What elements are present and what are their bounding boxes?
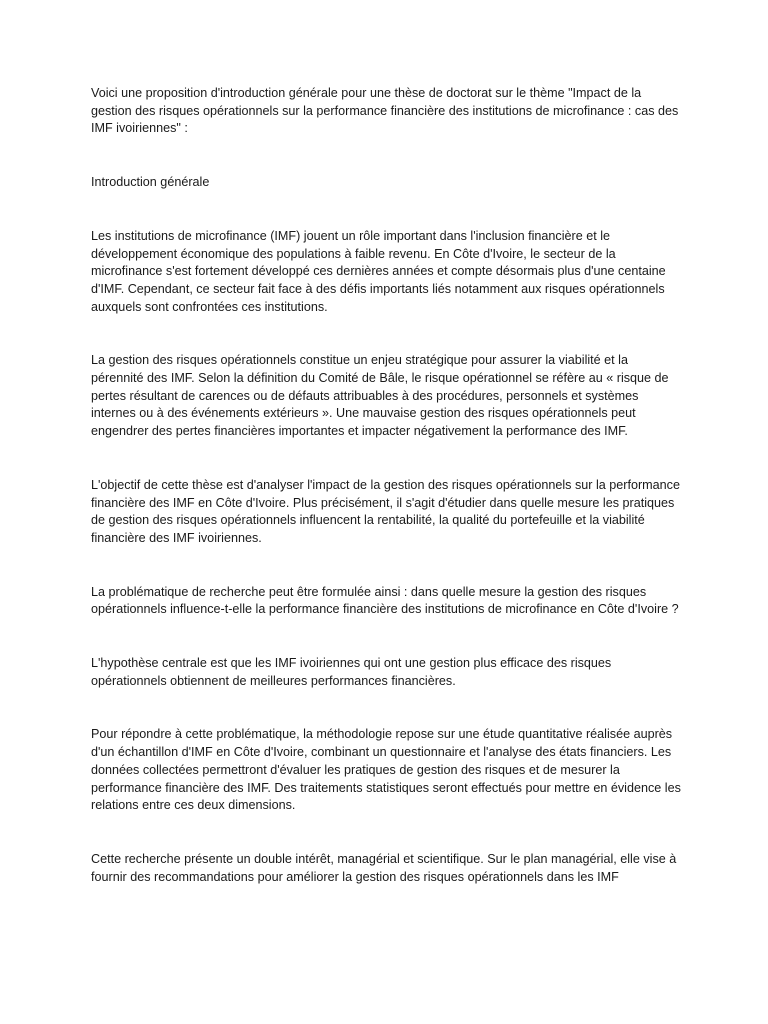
paragraph-problem-statement: La problématique de recherche peut être formulée ainsi : dans quelle mesure la gestion des risques opérationnels influence-t-elle la performance financière des institutions de microfinance en Côte d'Ivoire ? [91,584,679,617]
paragraph-context: Les institutions de microfinance (IMF) jouent un rôle important dans l'inclusion financière et le développement économique des populations à faible revenu. En Côte d'Ivoire, le secteur de la microfinance s'est fortement développé ces dernières années et compte désormais plus d'une centaine d'IMF. Cependant, ce secteur fait face à des défis importants liés notamment aux risques opérationnels auxquels sont confrontées ces institutions. [91,228,666,314]
paragraph-interest: Cette recherche présente un double intérêt, managérial et scientifique. Sur le plan managérial, elle vise à fournir des recommandations pour améliorer la gestion des risques opérationnels dans les IMF [91,851,677,884]
intro-line: Voici une proposition d'introduction générale pour une thèse de doctorat sur le thème "Impact de la gestion des risques opérationnels sur la performance financière des institutions de microfinance : cas des IMF ivoiriennes" : [91,86,679,136]
paragraph-risk-management: La gestion des risques opérationnels constitue un enjeu stratégique pour assurer la viabilité et la pérennité des IMF. Selon la définition du Comité de Bâle, le risque opérationnel se réfère au « risque de pertes résultant de carences ou de défauts attribuables à des procédures, personnels et systèmes internes ou à des événements extérieurs ». Une mauvaise gestion des risques opérationnels peut engendrer des pertes financières importantes et impacter négativement la performance des IMF. [91,353,669,439]
paragraph-objective: L'objectif de cette thèse est d'analyser l'impact de la gestion des risques opérationnels sur la performance financière des IMF en Côte d'Ivoire. Plus précisément, il s'agit d'étudier dans quelle mesure les pratiques de gestion des risques opérationnels influencent la rentabilité, la qualité du portefeuille et la viabilité financière des IMF ivoiriennes. [91,477,680,545]
document-body [91,85,681,922]
paragraph-hypothesis: L'hypothèse centrale est que les IMF ivoiriennes qui ont une gestion plus efficace des risques opérationnels obtiennent de meilleures performances financières. [91,656,612,688]
section-heading: Introduction générale [91,175,210,190]
paragraph-methodology: Pour répondre à cette problématique, la méthodologie repose sur une étude quantitative réalisée auprès d'un échantillon d'IMF en Côte d'Ivoire, combinant un questionnaire et l'analyse des états financiers. Les données collectées permettront d'évaluer les pratiques de gestion des risques et de mesurer la performance financière des IMF. Des traitements statistiques seront effectués pour mettre en évidence les relations entre ces deux dimensions. [91,727,681,813]
